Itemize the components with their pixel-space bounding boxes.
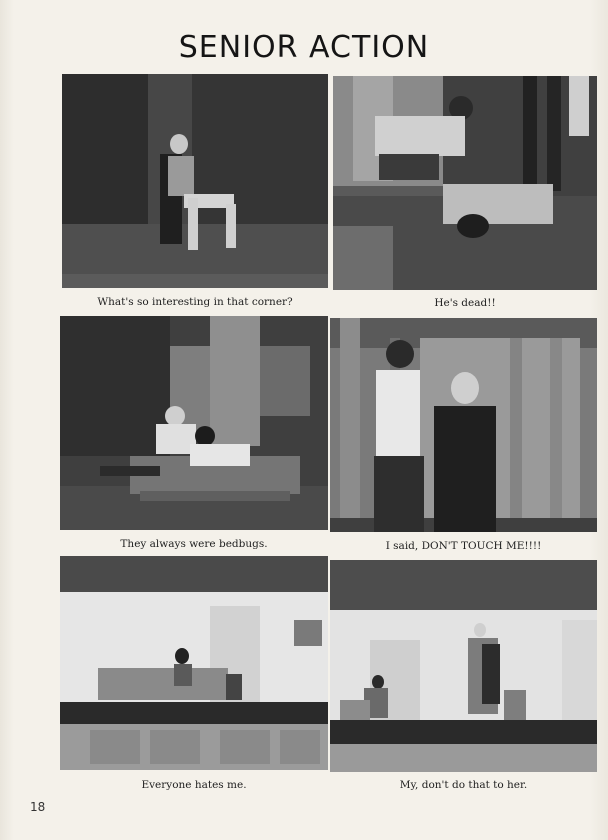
photo-bedbugs [60, 316, 328, 530]
caption-corner: What's so interesting in that corner? [97, 296, 293, 308]
caption-dont-touch: I said, DON'T TOUCH ME!!!! [385, 540, 542, 552]
photo-dead [333, 76, 597, 290]
photo-dont-touch [330, 318, 597, 532]
caption-dont-do-that: My, don't do that to her. [399, 779, 528, 791]
page-title: SENIOR ACTION [178, 30, 430, 65]
photo-hates-me [60, 556, 328, 770]
photo-dont-do-that [330, 560, 597, 772]
page-number: 18 [30, 800, 46, 814]
caption-hates-me: Everyone hates me. [141, 779, 247, 791]
photo-corner [62, 74, 328, 288]
caption-dead: He's dead!! [434, 297, 496, 309]
caption-bedbugs: They always were bedbugs. [120, 538, 268, 550]
